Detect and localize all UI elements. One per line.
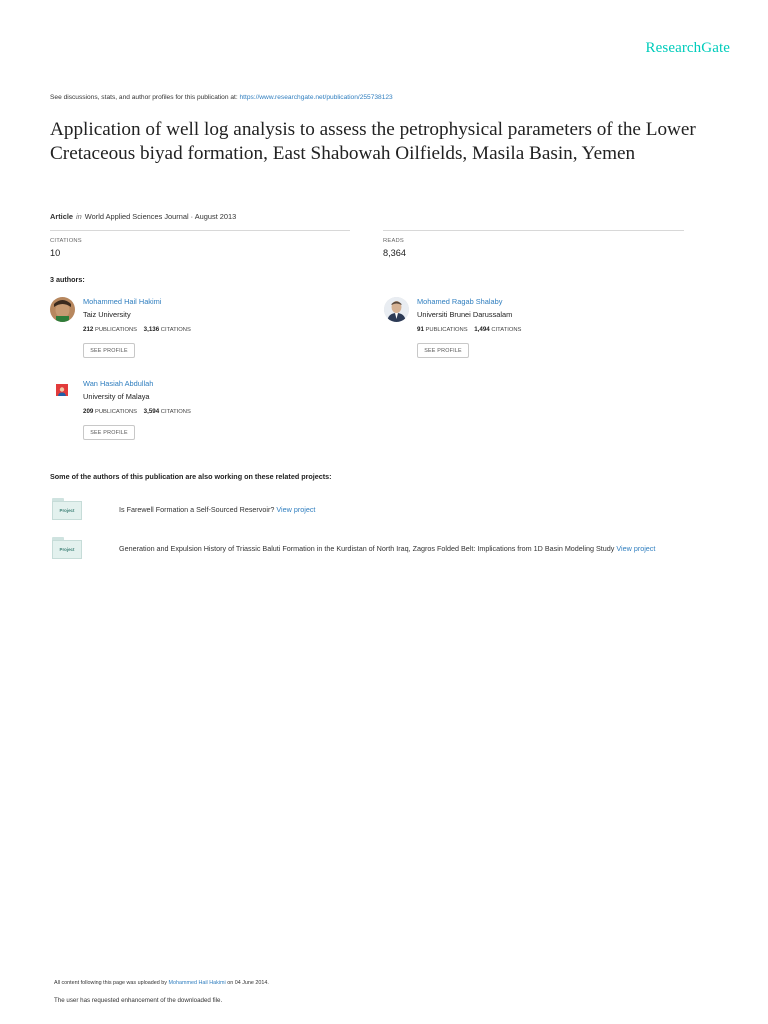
author-stats: [417, 326, 526, 333]
upload-suffix: on 04 June 2014.: [225, 980, 269, 986]
author-card: [50, 297, 350, 367]
divider-right: [383, 230, 684, 231]
upload-prefix: All content following this page was uploaded by: [54, 980, 169, 986]
citations-block: [50, 238, 82, 258]
project-row: [50, 498, 750, 526]
discussion-text: See discussions, stats, and author profiles for this publication at:: [50, 94, 240, 101]
author-card: [50, 379, 350, 449]
author-stats: [83, 326, 196, 333]
publication-meta: [50, 212, 236, 221]
researchgate-logo[interactable]: ResearchGate: [645, 40, 730, 56]
divider-left: [50, 230, 350, 231]
project-title: Generation and Expulsion History of Triassic Baluti Formation in the Kurdistan of North Iraq, Zagros Folded Belt: Implications from 1D Basin Modeling Study: [119, 544, 615, 553]
publication-link[interactable]: https://www.researchgate.net/publication/255738123: [239, 94, 393, 101]
uploader-link[interactable]: Mohammed Hail Hakimi: [168, 980, 226, 986]
author-citations-label: CITATIONS: [491, 327, 522, 333]
upload-notice: [54, 980, 269, 986]
author-citations-count: 1,494: [474, 326, 490, 333]
see-profile-button[interactable]: SEE PROFILE: [83, 425, 135, 440]
author-publications-label: PUBLICATIONS: [425, 327, 468, 333]
view-project-link[interactable]: View project: [276, 505, 316, 514]
project-folder-icon[interactable]: [52, 537, 82, 559]
enhancement-notice: The user has requested enhancement of the downloaded file.: [54, 997, 223, 1004]
author-name[interactable]: Wan Hasiah Abdullah: [83, 379, 154, 388]
discussion-notice: [50, 94, 393, 101]
project-title: Is Farewell Formation a Self-Sourced Reservoir?: [119, 505, 275, 514]
author-name[interactable]: Mohamed Ragab Shalaby: [417, 297, 503, 306]
authors-heading: 3 authors:: [50, 275, 85, 284]
publication-type: Article: [50, 212, 74, 221]
citations-label: CITATIONS: [50, 238, 82, 244]
citations-value: 10: [50, 248, 61, 258]
project-icon-label: Project: [52, 540, 82, 559]
in-label: in: [76, 212, 82, 221]
related-projects-heading: Some of the authors of this publication are also working on these related projects:: [50, 472, 332, 481]
project-text: [119, 505, 315, 514]
author-publications-count: 209: [83, 408, 94, 415]
view-project-link[interactable]: View project: [616, 544, 656, 553]
author-avatar[interactable]: [384, 297, 409, 322]
see-profile-button[interactable]: SEE PROFILE: [417, 343, 469, 358]
project-icon-label: Project: [52, 501, 82, 520]
author-stats: [83, 408, 196, 415]
reads-value: 8,364: [383, 248, 406, 258]
author-avatar[interactable]: [56, 384, 68, 396]
author-institution: Universiti Brunei Darussalam: [417, 310, 513, 319]
reads-block: [383, 238, 406, 258]
project-folder-icon[interactable]: [52, 498, 82, 520]
author-citations-label: CITATIONS: [160, 409, 191, 415]
author-citations-label: CITATIONS: [160, 327, 191, 333]
author-institution: Taiz University: [83, 310, 131, 319]
author-citations-count: 3,594: [143, 408, 160, 415]
author-avatar[interactable]: [50, 297, 75, 322]
author-name[interactable]: Mohammed Hail Hakimi: [83, 297, 162, 306]
publication-title: Application of well log analysis to assess the petrophysical parameters of the Lower Cretaceous biyad formation, East Shabowah Oilfields, Masila Basin, Yemen: [50, 119, 696, 164]
see-profile-button[interactable]: SEE PROFILE: [83, 343, 135, 358]
author-publications-count: 212: [83, 326, 94, 333]
author-publications-count: 91: [417, 326, 424, 333]
author-citations-count: 3,136: [143, 326, 160, 333]
author-publications-label: PUBLICATIONS: [94, 409, 138, 415]
project-text: [119, 544, 655, 553]
author-institution: University of Malaya: [83, 392, 150, 401]
reads-label: READS: [383, 238, 404, 244]
project-row: [50, 537, 750, 565]
author-publications-label: PUBLICATIONS: [94, 327, 138, 333]
journal-info: World Applied Sciences Journal · August 2013: [84, 212, 237, 221]
author-card: [384, 297, 684, 367]
